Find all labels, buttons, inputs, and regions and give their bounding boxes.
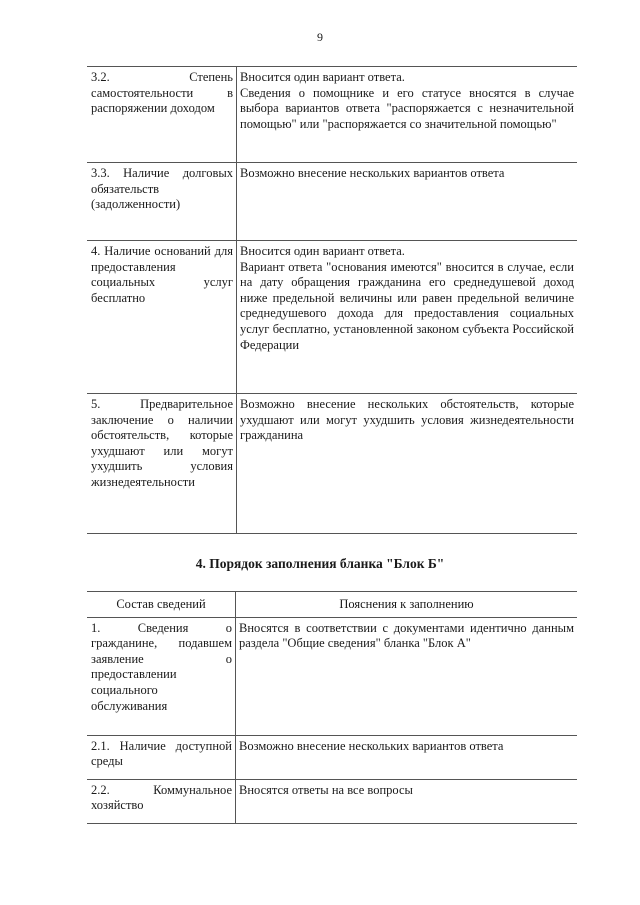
explanation-cell (237, 394, 578, 534)
explanation-text: Вносятся в соответствии с документами идентично данным раздела "Общие сведения" бланка "Блок А" (239, 620, 574, 651)
criterion-cell: 5. Предварительное заключение о наличии обстоятельств, которые ухудшают или могут ухудшить условия жизнедеятельности (87, 394, 237, 534)
table-row (87, 241, 577, 394)
explanation-cell (236, 735, 578, 779)
explanation-cell (236, 779, 578, 823)
table-b (87, 591, 577, 824)
criterion-cell: 4. Наличие оснований для предоставления социальных услуг бесплатно (87, 241, 237, 394)
column-header: Состав сведений (87, 592, 236, 618)
criterion-cell: 3.3. Наличие долговых обязательств (задолженности) (87, 163, 237, 241)
criterion-cell: 2.1. Наличие доступной среды (87, 735, 236, 779)
table-row (87, 163, 577, 241)
explanation-text: Вариант ответа "основания имеются" вносится в случае, если на дату обращения гражданина его среднедушевой доход ниже предельной величины или равен предельной величине среднедушевого дохода для предоставления социальных услуг бесплатно, установленной законом субъекта Российской Федерации (240, 259, 574, 352)
table-row (87, 394, 577, 534)
table-row (87, 735, 577, 779)
explanation-text: Возможно внесение нескольких вариантов ответа (239, 738, 504, 753)
table-a (87, 66, 577, 534)
explanation-text: Возможно внесение нескольких обстоятельств, которые ухудшают или могут ухудшить условия жизнедеятельности гражданина (240, 397, 574, 443)
explanation-text: Вносится один вариант ответа. (240, 70, 405, 84)
section-heading: 4. Порядок заполнения бланка "Блок Б" (195, 556, 445, 571)
explanation-text: Вносится один вариант ответа. (240, 244, 405, 258)
table-header-row (87, 592, 577, 618)
criterion-cell: 1. Сведения о гражданине, подавшем заявление о предоставлении социального обслуживания (87, 617, 236, 735)
explanation-text: Возможно внесение нескольких вариантов ответа (240, 166, 505, 180)
table-row (87, 617, 577, 735)
page-number: 9 (317, 30, 323, 44)
table-row (87, 67, 577, 163)
explanation-cell (236, 617, 578, 735)
explanation-cell (237, 241, 578, 394)
column-header: Пояснения к заполнению (236, 592, 578, 618)
criterion-cell: 3.2. Степень самостоятельности в распоряжении доходом (87, 67, 237, 163)
criterion-cell: 2.2. Коммунальное хозяйство (87, 779, 236, 823)
table-row (87, 779, 577, 823)
explanation-cell (237, 67, 578, 163)
explanation-text: Сведения о помощнике и его статусе вносятся в случае выбора вариантов ответа "распоряжается с незначительной помощью" или "распоряжается со значительной помощью" (240, 85, 574, 131)
explanation-cell (237, 163, 578, 241)
explanation-text: Вносятся ответы на все вопросы (239, 782, 413, 797)
